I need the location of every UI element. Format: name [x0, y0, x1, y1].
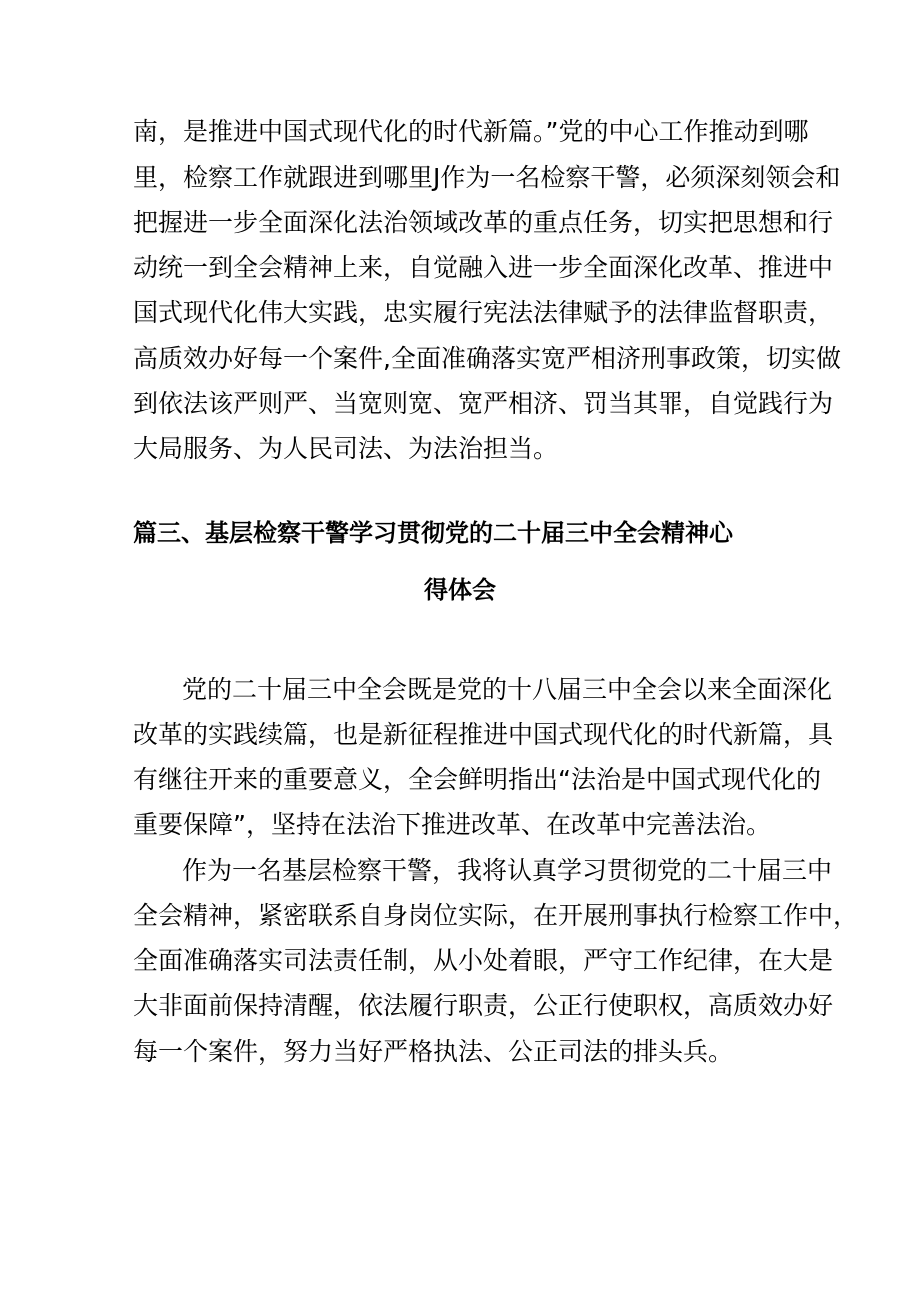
body-text-line: 动统一到全会精神上来，自觉融入进一步全面深化改革、推进中	[133, 253, 834, 282]
body-text-line: 把握进一步全面深化法治领域改革的重点任务，切实把思想和行	[133, 208, 834, 237]
body-text-line: 全会精神，紧密联系自身岗位实际，在开展刑事执行检察工作中，	[133, 901, 859, 930]
body-text-line: 大局服务、为人民司法、为法治担当。	[133, 434, 559, 463]
body-text-line: 每一个案件，努力当好严格执法、公正司法的排头兵。	[133, 1037, 734, 1066]
body-text-line: 南，是推进中国式现代化的时代新篇。”党的中心工作推动到哪	[133, 117, 809, 146]
body-text-line: 有继往开来的重要意义，全会鲜明指出“法治是中国式现代化的	[133, 765, 821, 794]
body-text-line: 改革的实践续篇，也是新征程推进中国式现代化的时代新篇，具	[133, 720, 834, 749]
body-text-line: 到依法该严则严、当宽则宽、宽严相济、罚当其罪，自觉践行为	[133, 389, 834, 418]
body-text-line: 全面准确落实司法责任制，从小处着眼，严守工作纪律，在大是	[133, 946, 834, 975]
body-text-line: 重要保障”，坚持在法治下推进改革、在改革中完善法治。	[133, 810, 771, 839]
paragraph-first-line: 作为一名基层检察干警，我将认真学习贯彻党的二十届三中	[182, 856, 833, 885]
section-heading: 篇三、基层检察干警学习贯彻党的二十届三中全会精神心	[133, 519, 733, 547]
section-heading-continued: 得体会	[424, 576, 496, 604]
body-text-line: 高质效办好每一个案件,全面准确落实宽严相济刑事政策，切实做	[133, 344, 841, 373]
body-text-line: 大非面前保持清醒，依法履行职责，公正行使职权，高质效办好	[133, 991, 834, 1020]
paragraph-first-line: 党的二十届三中全会既是党的十八届三中全会以来全面深化	[182, 675, 833, 704]
body-text-line: 里，检察工作就跟进到哪里J作为一名检察干警，必须深刻领会和	[133, 163, 841, 192]
body-text-line: 国式现代化伟大实践，忠实履行宪法法律赋予的法律监督职责，	[133, 298, 834, 327]
